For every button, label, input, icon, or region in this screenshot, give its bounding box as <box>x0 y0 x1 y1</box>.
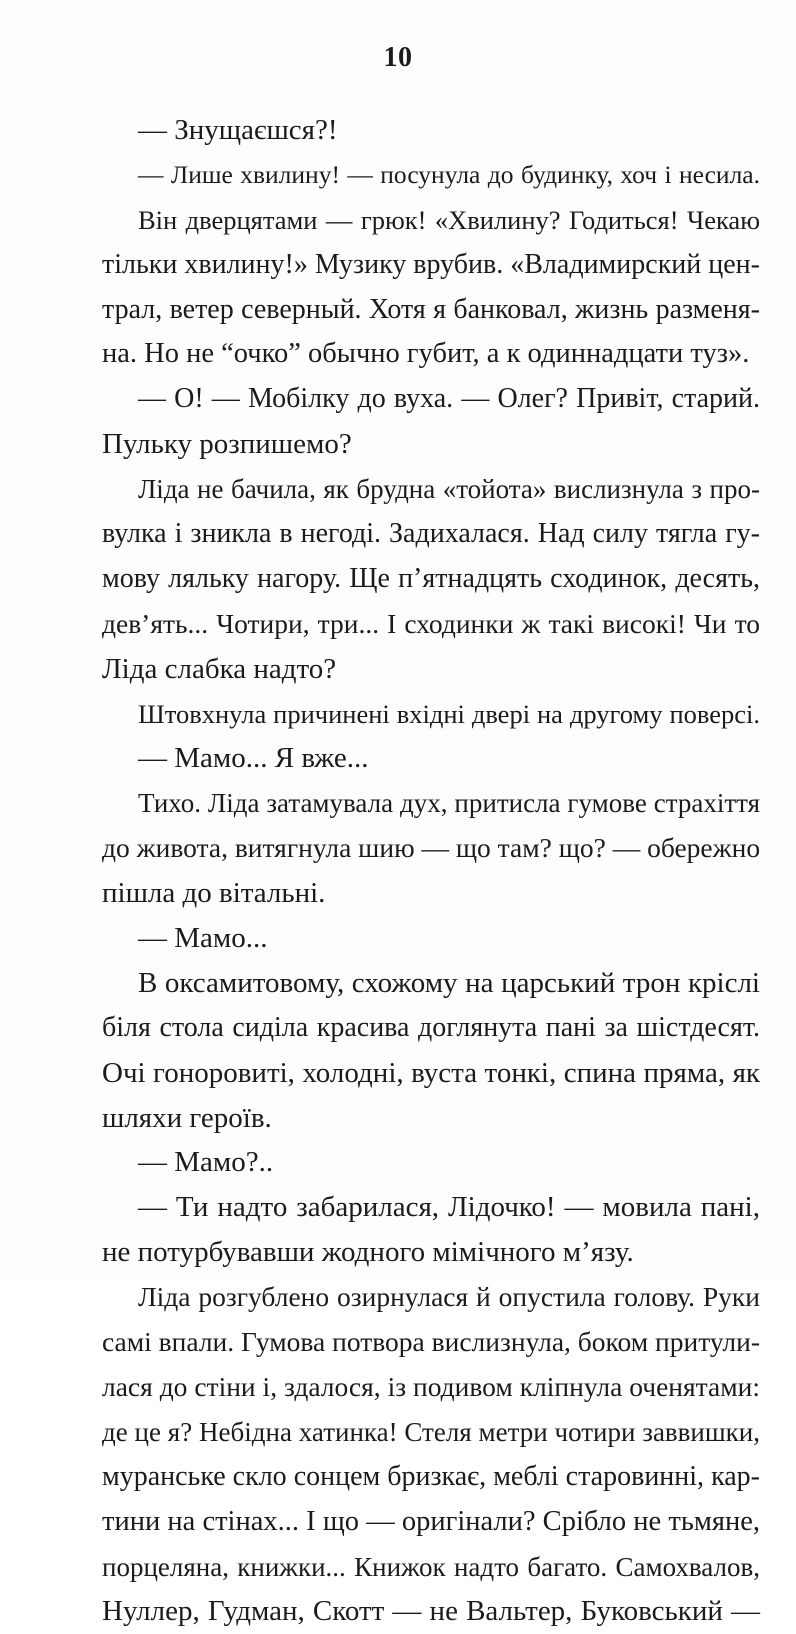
text-line: Він дверцятами — грюк! «Хвилину? Годиться! Чекаю <box>138 204 760 235</box>
text-line: — О! — Мобілку до вуха. — Олег? Привіт, старий. <box>138 383 760 415</box>
text-line: шляхи героїв. <box>102 1101 272 1134</box>
text-line: на. Но не “очко” обычно губит, а к одиннадцати туз». <box>102 338 750 370</box>
text-line: — Мамо... Я вже... <box>138 742 369 775</box>
text-line: порцеляна, книжки... Книжок надто багато. Самохвалов, <box>102 1551 760 1582</box>
text-line: вулка і зникла в негоді. Задихалася. Над силу тягла гу- <box>102 518 760 550</box>
text-line: Очі гоноровиті, холодні, вуста тонкі, спина пряма, як <box>102 1056 760 1089</box>
text-line: тини на стінах... І що — оригінали? Срібло не тьмяне, <box>102 1505 760 1537</box>
text-line: Тихо. Ліда затамувала дух, притисла гумове страхіття <box>138 788 760 819</box>
text-line: біля стола сиділа красива доглянута пані за шістдесят. <box>102 1011 760 1043</box>
text-line: — Ти надто забарилася, Лідочко! — мовила пані, <box>138 1191 760 1224</box>
text-line: муранське скло сонцем бризкає, меблі старовинні, кар- <box>102 1460 760 1492</box>
text-line: дев’ять... Чотири, три... І сходинки ж такі високі! Чи то <box>102 607 760 639</box>
text-line: тільки хвилину!» Музику врубив. «Владимирский цен- <box>102 248 760 280</box>
text-line: Пульку розпишемо? <box>102 428 352 461</box>
page-number: 10 <box>383 42 413 73</box>
text-line: мову ляльку нагору. Ще п’ятнадцять сходинок, десять, <box>102 562 760 594</box>
text-line: Ліда розгублено озирнулася й опустила голову. Руки <box>138 1281 760 1313</box>
body-text <box>102 108 760 1634</box>
text-line: — Мамо?.. <box>138 1146 274 1179</box>
text-line: Штовхнула причинені вхідні двері на другому поверсі. <box>138 698 760 729</box>
text-line: Ліда не бачила, як брудна «тойота» вислизнула з про- <box>138 474 760 505</box>
text-line: трал, ветер северный. Хотя я банковал, жизнь разменя- <box>102 293 760 325</box>
text-line: — Лише хвилину! — посунула до будинку, хоч і несила. <box>138 159 760 189</box>
text-line: самі впали. Гумова потвора вислизнула, боком притули- <box>102 1326 760 1358</box>
text-line: до живота, витягнула шию — що там? що? — обережно <box>102 832 761 864</box>
text-line: — Мамо... <box>138 922 268 955</box>
text-line: Ліда слабка надто? <box>102 652 337 685</box>
text-line: не потурбувавши жодного мімічного м’язу. <box>102 1236 634 1269</box>
text-line: де це я? Небідна хатинка! Стеля метри чотири заввишки, <box>102 1416 760 1447</box>
text-line: В оксамитовому, схожому на царський трон кріслі <box>138 966 760 999</box>
text-line: — Знущаєшся?! <box>138 114 338 146</box>
text-line: пішла до вітальні. <box>102 877 326 910</box>
text-line: Нуллер, Гудман, Скотт — не Вальтер, Буковський — <box>102 1595 760 1628</box>
text-line: лася до стіни і, здалося, із подивом кліпнула оченятами: <box>102 1370 760 1402</box>
